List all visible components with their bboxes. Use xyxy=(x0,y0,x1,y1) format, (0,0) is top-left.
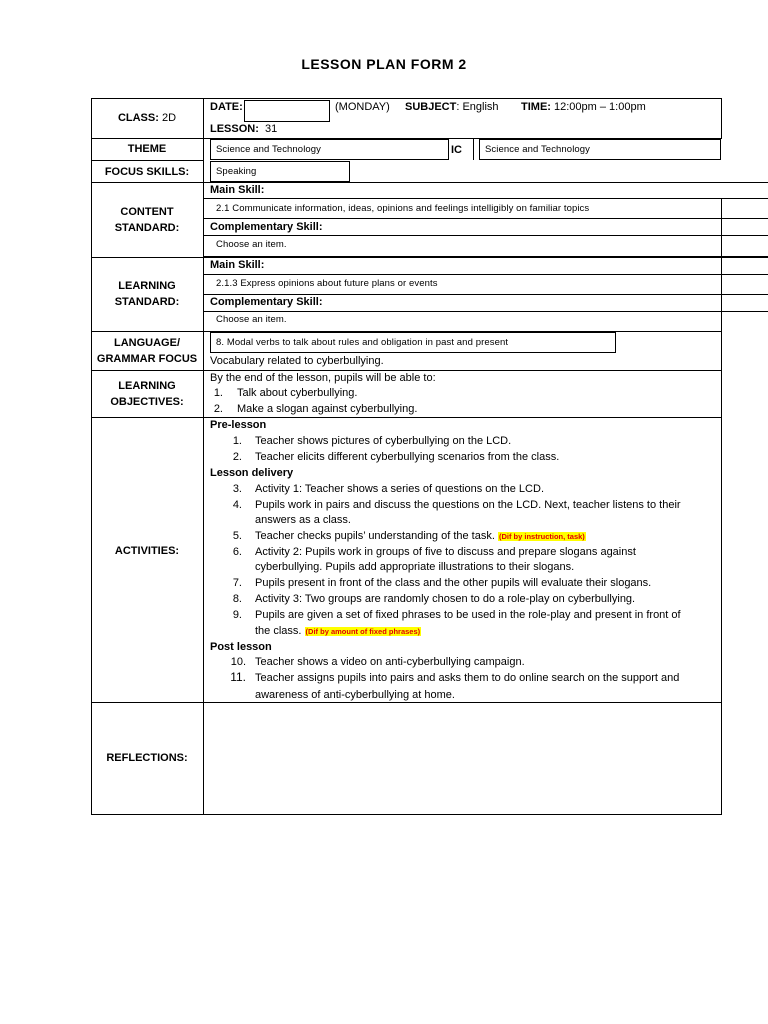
form-title: LESSON PLAN FORM 2 xyxy=(301,56,467,72)
activity-item-continued: the class. (Dif by amount of fixed phrases) xyxy=(255,625,421,637)
activity-number: 1. xyxy=(232,435,242,447)
focus-skills-field[interactable]: Speaking xyxy=(210,161,350,182)
activity-item: Pupils work in pairs and discuss the questions on the LCD. Next, teacher listens to their xyxy=(255,499,681,511)
activity-item: Pupils present in front of the class and the other pupils will evaluate their slogans. xyxy=(255,577,652,589)
activity-number: 10. xyxy=(230,656,246,668)
vocabulary-text: Vocabulary related to cyberbullying. xyxy=(210,355,384,367)
activity-number: 8. xyxy=(232,593,242,605)
theme-field[interactable]: Science and Technology xyxy=(210,139,449,160)
pre-lesson-heading: Pre-lesson xyxy=(210,419,267,431)
date-field[interactable] xyxy=(244,100,330,122)
activities-label: ACTIVITIES: xyxy=(114,545,180,557)
time-value: 12:00pm – 1:00pm xyxy=(554,101,646,113)
content-comp-skill-label: Complementary Skill: xyxy=(210,221,323,233)
theme-label: THEME xyxy=(127,143,167,155)
activity-item-continued: answers as a class. xyxy=(255,514,351,526)
day-value: (MONDAY) xyxy=(335,101,390,113)
language-focus-label: LANGUAGE/ GRAMMAR FOCUS xyxy=(96,337,198,365)
post-lesson-heading: Post lesson xyxy=(210,641,272,653)
subject-value: : English xyxy=(456,101,499,113)
activity-item: Teacher shows a video on anti-cyberbullying campaign. xyxy=(255,656,525,668)
activity-number: 7. xyxy=(232,577,242,589)
content-standard-label: CONTENT STANDARD: xyxy=(114,206,180,234)
activity-item: Activity 2: Pupils work in groups of five to discuss and prepare slogans against xyxy=(255,546,636,558)
activity-item: Activity 3: Two groups are randomly chosen to do a role-play on cyberbullying. xyxy=(255,593,636,605)
class-label: CLASS: 2D xyxy=(117,112,177,124)
content-comp-skill-value[interactable]: Choose an item. xyxy=(216,239,287,250)
objectives-intro: By the end of the lesson, pupils will be able to: xyxy=(210,372,436,384)
activity-number: 2. xyxy=(232,451,242,463)
reflections-field[interactable] xyxy=(204,703,721,813)
differentiation-note: (Dif by instruction, task) xyxy=(498,532,585,541)
activity-item: Pupils are given a set of fixed phrases to be used in the role-play and present in front of xyxy=(255,609,681,621)
objective-item: Talk about cyberbullying. xyxy=(237,387,358,399)
content-main-skill-value[interactable]: 2.1 Communicate information, ideas, opinions and feelings intelligibly on familiar topics xyxy=(216,203,590,214)
activity-item: Teacher shows pictures of cyberbullying on the LCD. xyxy=(255,435,512,447)
reflections-label: REFLECTIONS: xyxy=(106,752,188,764)
date-label: DATE: xyxy=(210,101,243,113)
activity-item-continued: cyberbullying. Pupils add appropriate illustrations to their slogans. xyxy=(255,561,575,573)
focus-skills-label: FOCUS SKILLS: xyxy=(104,166,190,178)
learning-main-skill-label: Main Skill: xyxy=(210,259,265,271)
class-value: 2D xyxy=(161,112,177,124)
activity-item: Activity 1: Teacher shows a series of questions on the LCD. xyxy=(255,483,544,495)
language-focus-field[interactable]: 8. Modal verbs to talk about rules and obligation in past and present xyxy=(210,332,616,353)
activity-number: 4. xyxy=(232,499,242,511)
topic-label: IC xyxy=(451,144,462,156)
subject-field xyxy=(405,100,499,114)
content-main-skill-label: Main Skill: xyxy=(210,184,265,196)
activity-number: 3. xyxy=(232,483,242,495)
lesson-label: LESSON: xyxy=(210,123,259,135)
time-field xyxy=(521,100,646,114)
activity-number: 5. xyxy=(232,530,242,542)
activity-item: Teacher assigns pupils into pairs and asks them to do online search on the support and xyxy=(255,672,680,684)
activity-item: Teacher elicits different cyberbullying scenarios from the class. xyxy=(255,451,560,463)
objective-item: Make a slogan against cyberbullying. xyxy=(237,403,418,415)
learning-standard-label: LEARNING STANDARD: xyxy=(114,280,180,308)
subject-label: SUBJECT xyxy=(405,101,457,113)
differentiation-note: (Dif by amount of fixed phrases) xyxy=(305,627,421,636)
topic-field[interactable]: Science and Technology xyxy=(479,139,721,160)
lesson-delivery-heading: Lesson delivery xyxy=(210,467,294,479)
activity-number: 6. xyxy=(232,546,242,558)
time-label: TIME: xyxy=(521,101,551,113)
activity-number: 9. xyxy=(232,609,242,621)
activity-number: 11. xyxy=(230,670,246,684)
objectives-label: LEARNING OBJECTIVES: xyxy=(110,380,184,408)
objective-number: 2. xyxy=(213,403,223,415)
lesson-field xyxy=(210,122,277,136)
activity-item: Teacher checks pupils’ understanding of the task. (Dif by instruction, task) xyxy=(255,530,585,542)
learning-comp-skill-label: Complementary Skill: xyxy=(210,296,323,308)
learning-main-skill-value[interactable]: 2.1.3 Express opinions about future plans or events xyxy=(216,278,438,289)
objective-number: 1. xyxy=(213,387,223,399)
learning-comp-skill-value[interactable]: Choose an item. xyxy=(216,314,287,325)
lesson-value: 31 xyxy=(265,123,278,135)
activity-item-continued: awareness of anti-cyberbullying at home. xyxy=(255,689,455,701)
